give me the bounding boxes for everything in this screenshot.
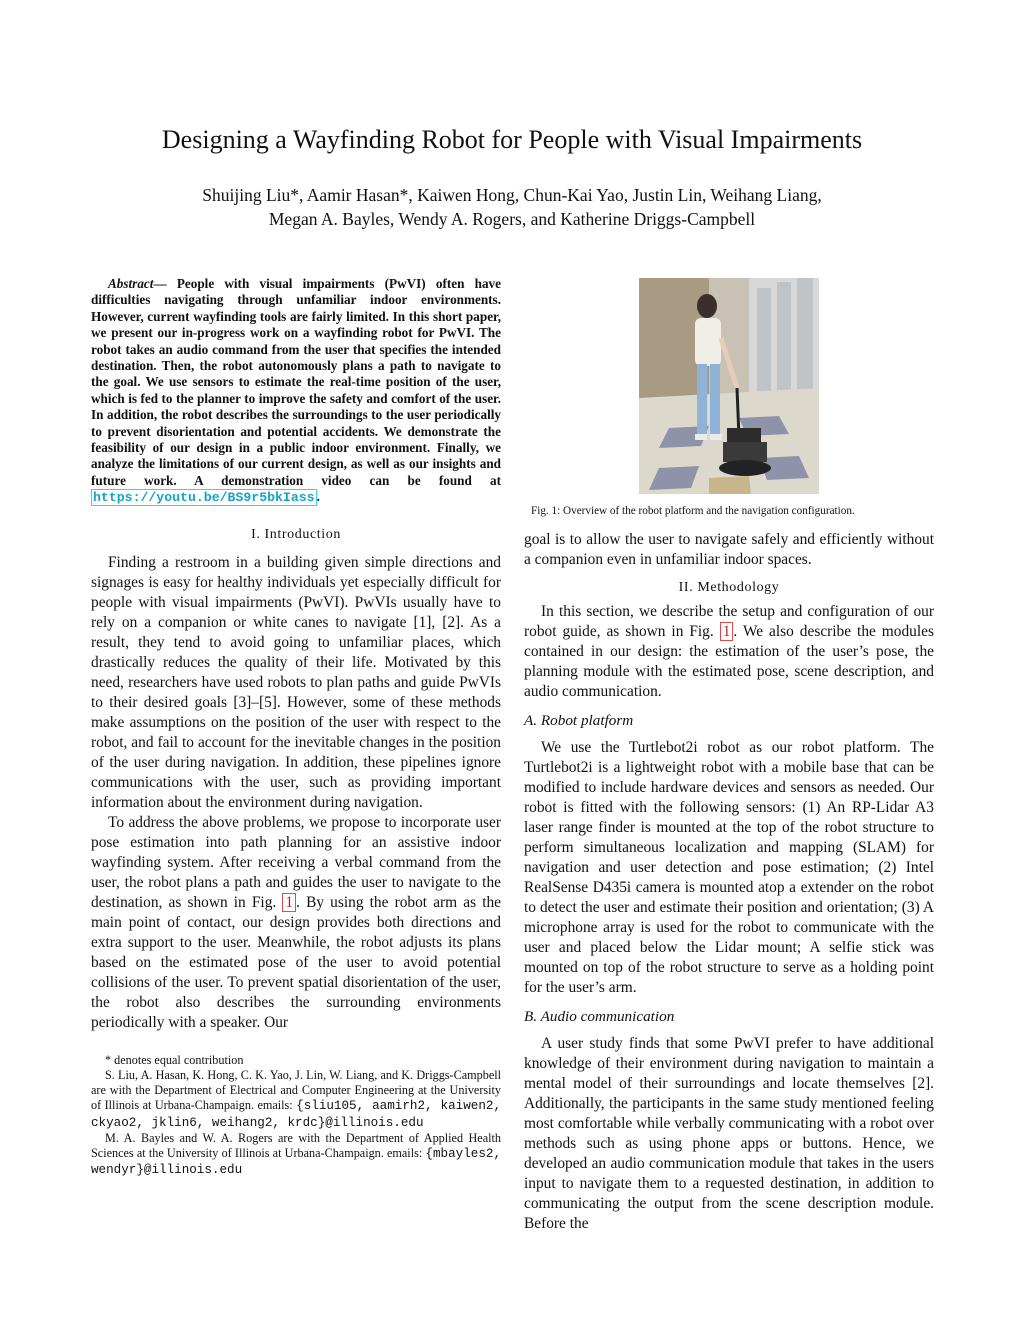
figure-ref-link[interactable]: 1 <box>282 893 296 912</box>
methodology-figure-ref[interactable]: 1 <box>720 622 734 641</box>
paper-title: Designing a Wayfinding Robot for People with Visual Impairments <box>161 125 863 154</box>
audio-communication-paragraph: A user study finds that some PwVI prefer to have additional knowledge of their environment during navigation to maintain a mental model of their surroundings and locate themselves [2]. Additionally, the participants in the same study mentioned feeling most comfortable while verbally communicating with a robot over methods such as using phone apps or buttons. Hence, we developed an audio communication module that takes in the users input to navigate them to a requested destination, in addition to communicating the output from the scene description module. Before the <box>524 1035 934 1232</box>
methodology-text-a: In this section, we describe the setup and configuration of our robot guide, as shown in Fig. <box>524 603 934 640</box>
footnote-affiliation-2 <box>91 1131 501 1179</box>
intro-continuation: goal is to allow the user to navigate safely and efficiently without a companion even in unfamiliar indoor spaces. <box>524 531 934 568</box>
abstract-text: — People with visual impairments (PwVI) often have difficulties navigating through unfamiliar indoor environments. However, current wayfinding tools are fairly limited. In this short paper, we present our in-progress work on a wayfinding robot for PwVI. The robot takes an audio command from the user that specifies the intended destination. Then, the robot autonomously plans a path to navigate to the goal. We use sensors to estimate the real-time position of the user, which is fed to the planner to improve the safety and comfort of the user. In addition, the robot describes the surroundings to the user periodically to prevent disorientation and potential accidents. We demonstrate the feasibility of our design in a public indoor environment. Finally, we analyze the limitations of our current design, as well as our insights and future work. A demonstration video can be found at <box>91 276 501 488</box>
methodology-paragraph <box>524 602 934 702</box>
intro-paragraph-1: Finding a restroom in a building given simple directions and signages is easy for healthy individuals yet especially difficult for people with visual impairments (PwVI). PwVIs usually have to rely on a companion or white canes to navigate [1], [2]. As a result, they tend to avoid going to unfamiliar places, which drastically reduces the quality of their life. Motivated by this need, researchers have used robots to plan paths and guide PwVIs to their desired goals [3]–[5]. However, some of these methods make assumptions on the position of the user with respect to the robot, and fail to account for the inevitable changes in the position of the user during navigation. In addition, these pipelines ignore communications with the user, such as providing important information about the environment during navigation. <box>91 553 501 811</box>
section-heading-introduction: I. Introduction <box>251 526 341 542</box>
author-list <box>112 183 912 231</box>
demo-video-link[interactable]: https://youtu.be/BS9r5bkIass <box>93 490 315 506</box>
author-line-1: Shuijing Liu*, Aamir Hasan*, Kaiwen Hong, Chun-Kai Yao, Justin Lin, Weihang Liang, <box>202 185 822 205</box>
footnote-emails-2: {mbayles2, wendyr}@illinois.edu <box>91 1146 501 1178</box>
intro-p2-text-b: . By using the robot arm as the main point of contact, our design provides both directions and extra support to the user. Meanwhile, the robot adjusts its plans based on the estimated pose of the user to avoid potential collisions of the user. To prevent spatial disorientation of the user, the robot also describes the surrounding environments periodically with a speaker. Our <box>91 893 502 1031</box>
abstract-tail: . <box>316 489 320 505</box>
section-heading-methodology: II. Methodology <box>678 580 780 595</box>
footnote-affiliation-1-text: S. Liu, A. Hasan, K. Hong, C. K. Yao, J. Lin, W. Liang, and K. Driggs-Campbell are with the Department of Electrical and Computer Engineering at the University of Illinois at Urbana-Champaign. emails: <box>91 1067 501 1113</box>
author-line-2: Megan A. Bayles, Wendy A. Rogers, and Katherine Driggs-Campbell <box>268 209 756 229</box>
methodology-text-b: . We also describe the modules contained in our design: the estimation of the user’s pose, the planning module with the estimated pose, scene description, and audio communication. <box>524 623 934 700</box>
right-column <box>524 530 934 1234</box>
footnote-equal-contribution: * denotes equal contribution <box>105 1052 244 1067</box>
subsection-heading-robot-platform: A. Robot platform <box>524 712 634 729</box>
abstract-label: Abstract <box>108 276 154 291</box>
footnote-affiliation-2-text: M. A. Bayles and W. A. Rogers are with the Department of Applied Health Sciences at the University of Illinois at Urbana-Champaign. emails: <box>91 1130 501 1160</box>
figure-caption: Fig. 1: Overview of the robot platform and the navigation configuration. <box>531 505 855 517</box>
footnotes <box>91 1053 501 1179</box>
subsection-heading-audio: B. Audio communication <box>524 1008 675 1025</box>
robot-photo-figure <box>639 278 819 494</box>
footnote-emails-1: {sliu105, aamirh2, kaiwen2, ckyao2, jklin6, weihang2, krdc}@illinois.edu <box>91 1099 502 1130</box>
left-column <box>91 276 501 1178</box>
intro-paragraph-2 <box>91 813 501 1033</box>
footnote-affiliation-1 <box>91 1068 501 1131</box>
robot-photo-illustration <box>639 278 819 494</box>
intro-p2-text-a: To address the above problems, we propose to incorporate user pose estimation into path planning for an assistive indoor wayfinding system. After receiving a verbal command from the user, the robot plans a path and guides the user to navigate to the destination, as shown in Fig. <box>91 813 501 911</box>
abstract <box>91 276 501 507</box>
robot-platform-paragraph: We use the Turtlebot2i robot as our robot platform. The Turtlebot2i is a lightweight robot with a mobile base that can be modified to include hardware devices and sensors as needed. Our robot is fitted with the following sensors: (1) An RP-Lidar A3 laser range finder is mounted at the top of the robot structure to perform simultaneous localization and mapping (SLAM) for navigation and user detection and pose estimation; (2) Intel RealSense D435i camera is mounted atop a extender on the robot to detect the user and estimate their position and orientation; (3) A microphone array is used for the robot to communicate with the user and placed below the Lidar mount; A selfie stick was mounted on top of the robot structure to serve as a holding point for the user’s arm. <box>524 739 934 996</box>
